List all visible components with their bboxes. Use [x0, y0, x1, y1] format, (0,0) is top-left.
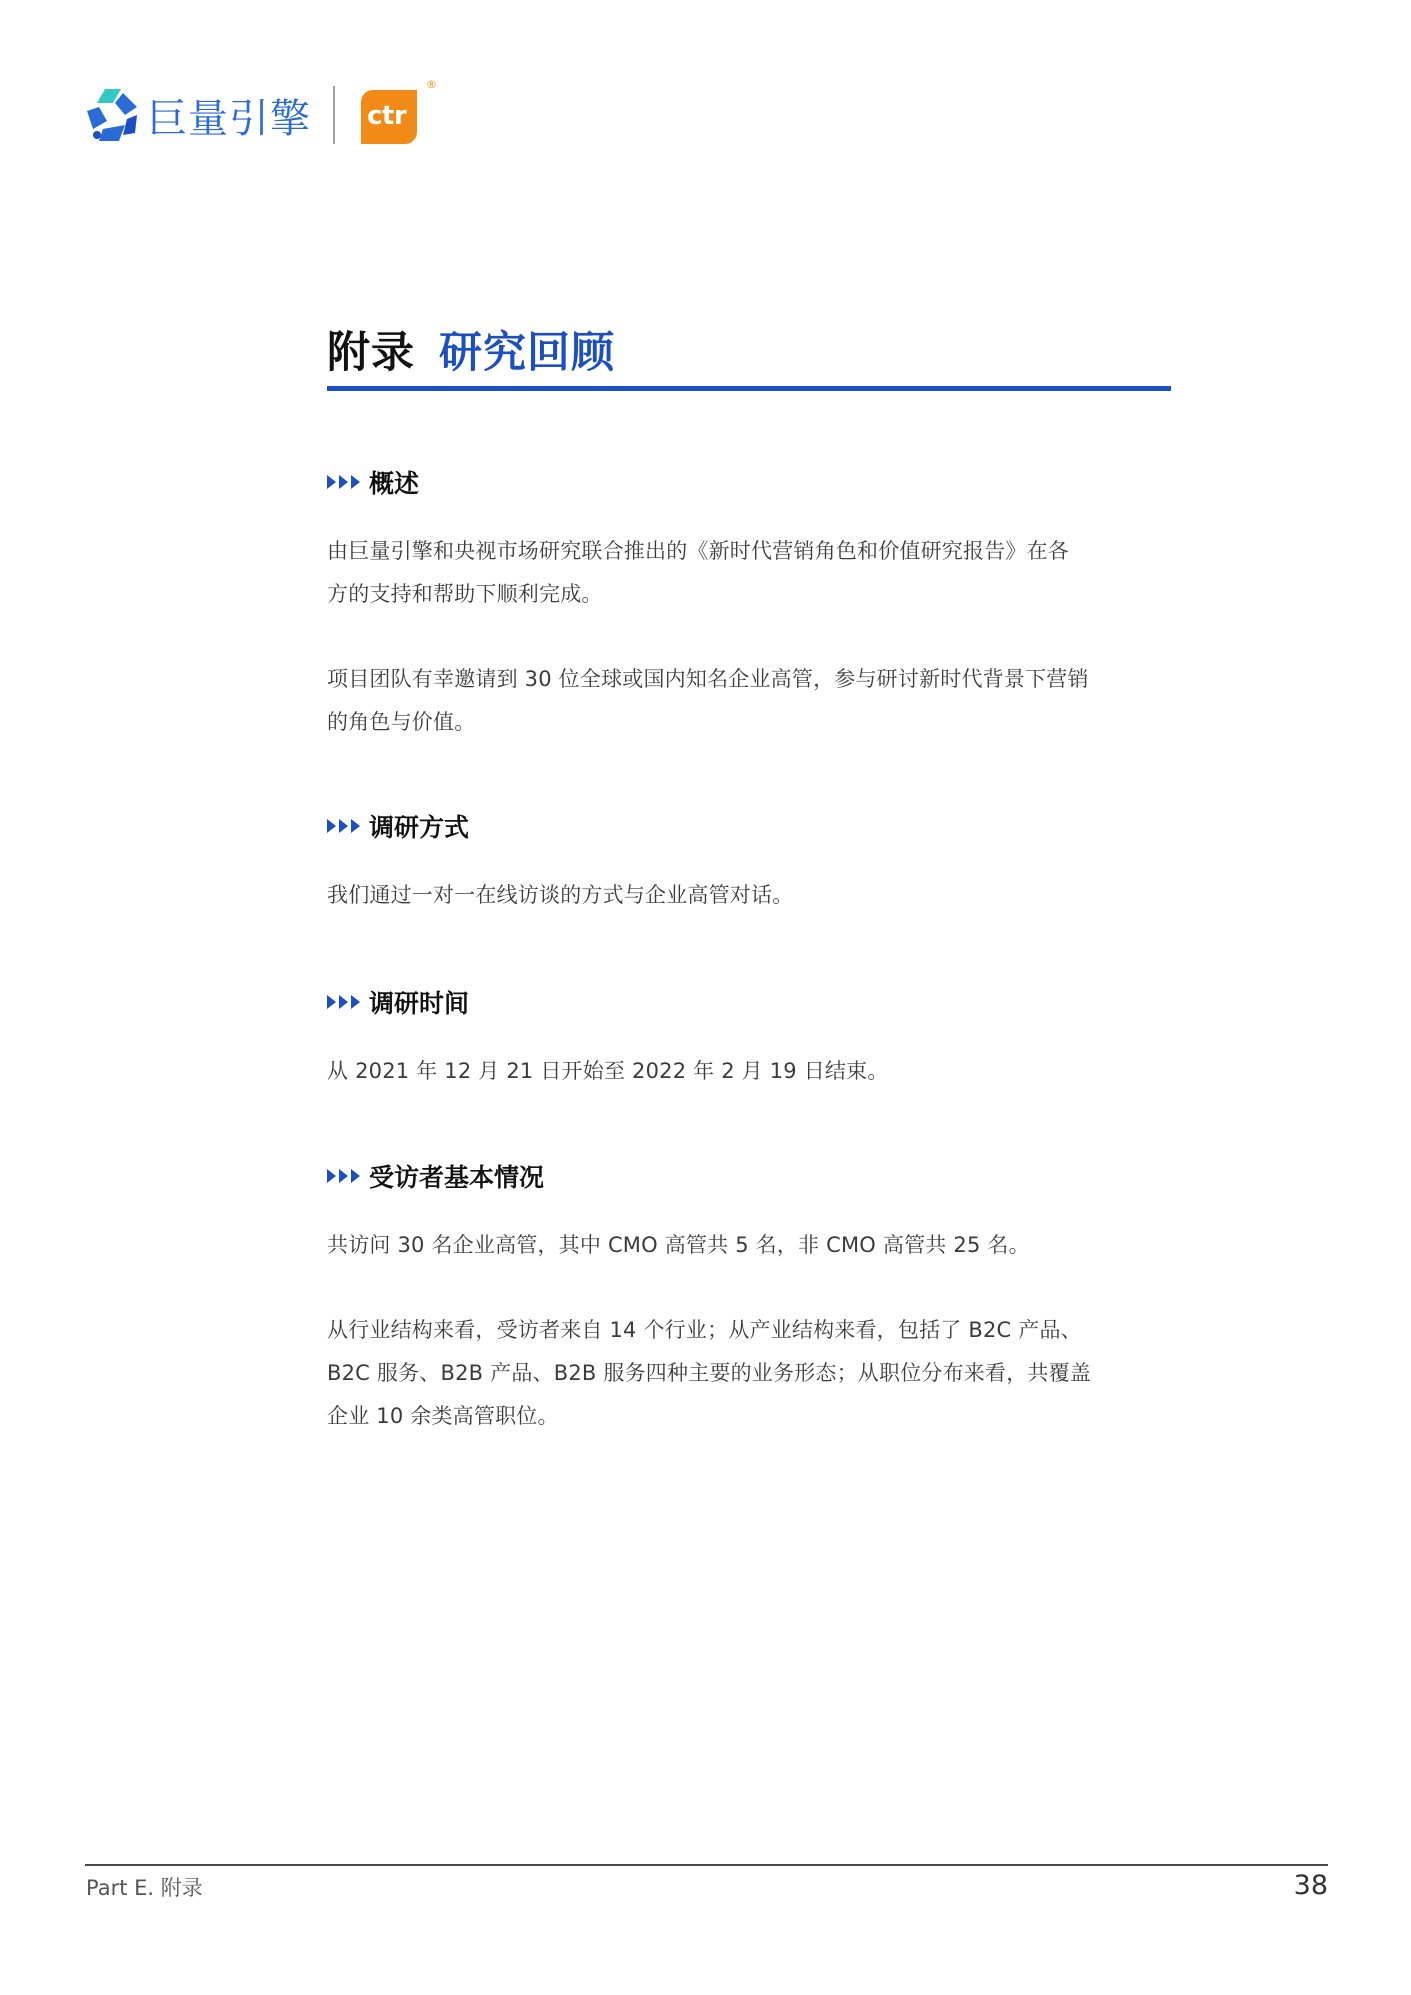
text-line: 项目团队有幸邀请到 30 位全球或国内知名企业高管，参与研讨新时代背景下营销 [327, 667, 1089, 691]
text-line: 从 2021 年 12 月 21 日开始至 2022 年 2 月 19 日结束。 [327, 1059, 889, 1083]
section-heading [327, 984, 1179, 1020]
text-line: 方的支持和帮助下顺利完成。 [327, 582, 603, 606]
triple-arrow-icon [327, 475, 363, 489]
paragraph [327, 1309, 1179, 1438]
ctr-logo-text: ctr [367, 101, 407, 131]
ctr-logo [361, 78, 437, 144]
section-method [327, 808, 1179, 917]
text-line: 企业 10 余类高管职位。 [327, 1404, 559, 1428]
title-underline [327, 386, 1171, 391]
triple-arrow-icon [327, 819, 363, 833]
header [85, 78, 437, 150]
text-line: 从行业结构来看，受访者来自 14 个行业；从产业结构来看，包括了 B2C 产品、 [327, 1318, 1082, 1342]
logo-divider [333, 86, 335, 144]
paragraph [327, 530, 1179, 616]
section-title: 受访者基本情况 [369, 1163, 545, 1192]
section-overview [327, 464, 1179, 744]
paragraph [327, 1050, 1179, 1093]
brand-name: 巨量引擎 [147, 95, 311, 142]
section-title: 概述 [369, 469, 420, 498]
page-title-lead: 附录 [327, 328, 415, 378]
text-line: 共访问 30 名企业高管，其中 CMO 高管共 5 名，非 CMO 高管共 25 名。 [327, 1233, 1030, 1257]
section-title: 调研方式 [369, 813, 470, 842]
section-time [327, 984, 1179, 1093]
triple-arrow-icon [327, 1169, 363, 1183]
page-number: 38 [1293, 1870, 1328, 1901]
section-heading [327, 808, 1179, 844]
footer-rule [85, 1864, 1328, 1866]
text-line: 我们通过一对一在线访谈的方式与企业高管对话。 [327, 883, 794, 907]
section-title: 调研时间 [369, 989, 470, 1018]
page-title [327, 325, 615, 381]
text-line: 由巨量引擎和央视市场研究联合推出的《新时代营销角色和价值研究报告》在各 [327, 539, 1069, 563]
footer-section-label: Part E. 附录 [86, 1876, 203, 1900]
triple-arrow-icon [327, 995, 363, 1009]
section-subjects [327, 1158, 1179, 1438]
registered-mark: ® [426, 78, 437, 91]
page-title-accent: 研究回顾 [439, 328, 615, 378]
paragraph [327, 874, 1179, 917]
paragraph [327, 658, 1179, 744]
brand-logo-icon [85, 85, 139, 145]
text-line: 的角色与价值。 [327, 710, 476, 734]
paragraph [327, 1224, 1179, 1267]
section-heading [327, 1158, 1179, 1194]
section-heading [327, 464, 1179, 500]
text-line: B2C 服务、B2B 产品、B2B 服务四种主要的业务形态；从职位分布来看，共覆盖 [327, 1361, 1092, 1385]
